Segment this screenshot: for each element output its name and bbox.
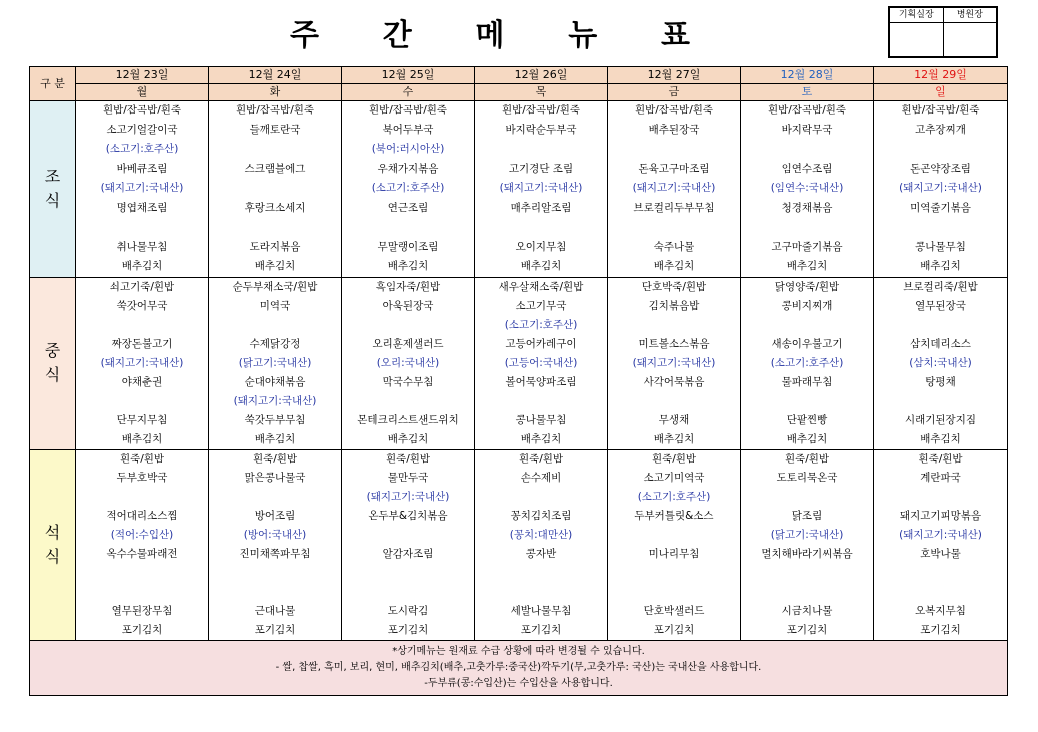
origin-note: (돼지고기:국내산) bbox=[100, 356, 184, 369]
menu-item bbox=[76, 392, 208, 411]
menu-item: 맑은콩나물국 bbox=[244, 471, 306, 484]
menu-item: 브로컬리두부무침 bbox=[633, 201, 715, 214]
title-char: 주 bbox=[290, 18, 319, 53]
menu-item: 고기경단 조림 bbox=[508, 162, 574, 175]
title-char: 표 bbox=[661, 18, 690, 53]
menu-cell bbox=[608, 449, 741, 640]
origin-note: (임연수:국내산) bbox=[770, 182, 844, 194]
origin-note: (소고기:호주산) bbox=[770, 356, 844, 369]
menu-item: 새송이우불고기 bbox=[771, 337, 843, 350]
menu-item: 수제닭강정 bbox=[249, 337, 301, 350]
menu-item: 오복지무침 bbox=[915, 604, 966, 617]
menu-item bbox=[608, 526, 740, 545]
menu-item: 배추김치 bbox=[520, 260, 562, 272]
menu-cell bbox=[342, 101, 475, 278]
origin-note: (꽁치:대만산) bbox=[509, 528, 573, 541]
menu-item: 꽁치김치조림 bbox=[510, 509, 572, 522]
approval-director-sign bbox=[944, 23, 997, 57]
menu-item: 무생채 bbox=[658, 413, 690, 426]
menu-item bbox=[608, 392, 740, 411]
menu-cell bbox=[741, 449, 874, 640]
menu-item: 흰밥/잡곡밥/흰죽 bbox=[235, 104, 315, 116]
menu-item: 배추김치 bbox=[786, 260, 828, 272]
menu-item bbox=[874, 583, 1007, 602]
menu-item: 단무지무침 bbox=[116, 413, 168, 426]
menu-item bbox=[76, 564, 208, 583]
menu-item: 흰밥/잡곡밥/흰죽 bbox=[767, 104, 847, 116]
menu-item: 흰밥/잡곡밥/흰죽 bbox=[368, 104, 448, 116]
date-header: 12월 24일 bbox=[209, 67, 342, 84]
menu-item: 돈곤약장조림 bbox=[910, 162, 971, 175]
menu-item: 흑임자죽/흰밥 bbox=[375, 280, 441, 293]
menu-item bbox=[76, 488, 208, 507]
menu-item: 시래기된장지짐 bbox=[904, 413, 976, 426]
meal-label: 조 식 bbox=[30, 101, 76, 278]
menu-item: 포기김치 bbox=[653, 623, 695, 636]
origin-note: (돼지고기:국내산) bbox=[100, 182, 184, 194]
menu-item bbox=[874, 218, 1007, 238]
approval-planning-sign bbox=[890, 23, 944, 57]
menu-item: 콩나물무침 bbox=[515, 413, 567, 426]
menu-item: 두부호박국 bbox=[116, 471, 168, 484]
menu-item bbox=[874, 488, 1007, 507]
menu-item: 배추김치 bbox=[121, 432, 163, 445]
meal-label: 중 식 bbox=[30, 277, 76, 449]
menu-cell bbox=[475, 277, 608, 449]
menu-item: 바베큐조림 bbox=[116, 162, 168, 175]
notice-line: - 쌀, 찹쌀, 흑미, 보리, 현미, 배추김치(배추,고춧가루:중국산)깍두기(무,고춧가루: 국산)는 국내산을 사용합니다. bbox=[275, 661, 762, 673]
menu-item: 배추김치 bbox=[653, 260, 695, 272]
menu-cell bbox=[741, 101, 874, 278]
menu-item: 사각어묵볶음 bbox=[643, 375, 705, 388]
meal-row-dinner bbox=[30, 449, 1008, 640]
menu-cell bbox=[475, 101, 608, 278]
menu-item: 콩자반 bbox=[525, 547, 557, 560]
menu-item: 야채춘권 bbox=[121, 375, 163, 388]
menu-item: 미트볼소스볶음 bbox=[638, 337, 710, 350]
menu-item bbox=[342, 526, 474, 545]
menu-item bbox=[342, 392, 474, 411]
menu-item: 짜장돈불고기 bbox=[111, 337, 173, 350]
menu-item: 고추장찌개 bbox=[915, 123, 966, 136]
menu-item bbox=[209, 140, 341, 160]
menu-item bbox=[608, 140, 740, 160]
approval-box bbox=[888, 6, 998, 58]
approval-director-label: 병원장 bbox=[956, 10, 983, 20]
menu-item: 연근조림 bbox=[387, 201, 429, 214]
menu-item bbox=[475, 140, 607, 160]
menu-item: 흰죽/흰밥 bbox=[651, 452, 697, 465]
menu-item bbox=[475, 392, 607, 411]
menu-item: 삼치데리소스 bbox=[910, 337, 971, 350]
menu-item: 새우살채소죽/흰밥 bbox=[498, 280, 584, 293]
menu-item: 배추김치 bbox=[920, 432, 961, 445]
menu-item: 돈육고구마조림 bbox=[638, 162, 710, 175]
menu-item: 배추김치 bbox=[121, 260, 163, 272]
menu-cell bbox=[209, 101, 342, 278]
menu-item: 미역국 bbox=[259, 299, 291, 312]
origin-note: (오리:국내산) bbox=[376, 356, 440, 369]
menu-item: 근대나물 bbox=[254, 604, 296, 617]
menu-item bbox=[76, 316, 208, 335]
menu-item: 세발나물무침 bbox=[510, 604, 572, 617]
menu-item: 흰죽/흰밥 bbox=[784, 452, 830, 465]
origin-note: (닭고기:국내산) bbox=[770, 528, 844, 541]
menu-item: 콩비지찌개 bbox=[781, 299, 833, 312]
menu-item: 명엽채조림 bbox=[116, 201, 168, 214]
menu-item bbox=[874, 392, 1007, 411]
menu-item: 몬테크리스트샌드위치 bbox=[357, 413, 459, 426]
menu-item bbox=[209, 179, 341, 199]
menu-item: 미나리무침 bbox=[648, 547, 700, 560]
menu-item bbox=[741, 140, 873, 160]
menu-item bbox=[475, 564, 607, 583]
menu-cell bbox=[475, 449, 608, 640]
origin-note: (방어:국내산) bbox=[243, 528, 307, 541]
menu-item bbox=[608, 218, 740, 238]
title-char: 간 bbox=[382, 18, 412, 53]
title-char: 메 bbox=[475, 18, 505, 53]
menu-item: 포기김치 bbox=[786, 623, 828, 636]
origin-note: (소고기:호주산) bbox=[504, 318, 578, 331]
menu-item bbox=[342, 218, 474, 238]
origin-note: (돼지고기:국내산) bbox=[499, 182, 583, 194]
menu-item: 흰죽/흰밥 bbox=[119, 452, 165, 465]
menu-item: 우채가지볶음 bbox=[377, 162, 439, 175]
menu-item: 막국수무침 bbox=[382, 375, 434, 388]
menu-item: 도라지볶음 bbox=[249, 240, 301, 253]
menu-item: 손수제비 bbox=[520, 471, 562, 484]
menu-item: 소고기미역국 bbox=[643, 471, 705, 484]
menu-item: 적어대리소스찜 bbox=[106, 509, 178, 522]
menu-item: 도시락김 bbox=[387, 604, 429, 617]
menu-item: 브로컬리죽/흰밥 bbox=[903, 280, 978, 293]
weekly-menu-table bbox=[29, 66, 1008, 696]
menu-item: 단팥찐빵 bbox=[786, 413, 828, 426]
menu-item bbox=[741, 488, 873, 507]
menu-item bbox=[209, 488, 341, 507]
menu-item: 단호박샐러드 bbox=[643, 604, 705, 617]
menu-item: 두부커틀릿&소스 bbox=[634, 509, 714, 522]
menu-item: 배추김치 bbox=[387, 432, 429, 445]
date-header: 12월 28일 bbox=[741, 67, 874, 84]
menu-item: 온두부&김치볶음 bbox=[368, 509, 448, 522]
menu-item bbox=[741, 564, 873, 583]
menu-item: 순두부채소국/흰밥 bbox=[232, 280, 318, 293]
menu-item: 단호박죽/흰밥 bbox=[641, 280, 707, 293]
menu-cell bbox=[342, 449, 475, 640]
menu-item: 도토리묵온국 bbox=[776, 471, 838, 484]
menu-item: 배추김치 bbox=[254, 260, 296, 272]
menu-item: 소고기얼갈이국 bbox=[106, 123, 178, 136]
menu-item: 흰죽/흰밥 bbox=[918, 452, 963, 465]
notice-line: -두부류(콩:수입산)는 수입산을 사용합니다. bbox=[424, 677, 613, 689]
menu-item: 호박나물 bbox=[920, 547, 961, 560]
menu-item: 콩나물무침 bbox=[915, 240, 966, 253]
menu-item bbox=[342, 564, 474, 583]
menu-item: 쑥갓어무국 bbox=[116, 299, 168, 312]
menu-item: 바지락순두부국 bbox=[505, 123, 577, 136]
origin-note: (돼지고기:국내산) bbox=[899, 182, 982, 194]
menu-item: 흰죽/흰밥 bbox=[518, 452, 564, 465]
menu-item: 오이지무침 bbox=[515, 240, 567, 253]
menu-item bbox=[76, 218, 208, 238]
weekday-header: 금 bbox=[608, 84, 741, 101]
menu-item: 청경채볶음 bbox=[781, 201, 833, 214]
origin-note: (돼지고기:국내산) bbox=[632, 182, 716, 194]
menu-item: 후랑크소세지 bbox=[244, 201, 306, 214]
origin-note: (돼지고기:국내산) bbox=[632, 356, 716, 369]
menu-cell bbox=[76, 277, 209, 449]
menu-cell bbox=[209, 449, 342, 640]
menu-item: 쑥갓두부무침 bbox=[244, 413, 306, 426]
menu-item: 포기김치 bbox=[387, 623, 429, 636]
menu-item: 바지락무국 bbox=[781, 123, 833, 136]
approval-planning-label: 기획실장 bbox=[890, 8, 944, 22]
menu-item bbox=[475, 583, 607, 602]
date-header: 12월 27일 bbox=[608, 67, 741, 84]
menu-item bbox=[741, 583, 873, 602]
menu-item bbox=[475, 218, 607, 238]
meal-label: 석 식 bbox=[30, 449, 76, 640]
menu-item: 물파래무침 bbox=[781, 375, 833, 388]
origin-note: (닭고기:국내산) bbox=[238, 356, 312, 369]
menu-item bbox=[475, 488, 607, 507]
menu-item: 들깨토란국 bbox=[249, 123, 301, 136]
menu-item: 흰밥/잡곡밥/흰죽 bbox=[501, 104, 581, 116]
menu-item: 쇠고기죽/흰밥 bbox=[109, 280, 175, 293]
menu-item: 북어두부국 bbox=[382, 123, 434, 136]
menu-item: 볼어묵양파조림 bbox=[505, 375, 577, 388]
menu-cell bbox=[76, 101, 209, 278]
menu-item bbox=[209, 583, 341, 602]
menu-item: 순대야채볶음 bbox=[244, 375, 306, 388]
menu-item bbox=[741, 218, 873, 238]
origin-note: (북어:러시아산) bbox=[371, 143, 445, 155]
origin-note: (삼치:국내산) bbox=[909, 356, 972, 369]
menu-cell bbox=[608, 277, 741, 449]
title-char: 뉴 bbox=[568, 18, 598, 53]
menu-item: 알감자조림 bbox=[382, 547, 434, 560]
menu-cell bbox=[874, 101, 1008, 278]
origin-note: (소고기:호주산) bbox=[637, 490, 711, 503]
weekday-header: 화 bbox=[209, 84, 342, 101]
menu-item bbox=[209, 218, 341, 238]
menu-item bbox=[608, 583, 740, 602]
menu-item: 배추김치 bbox=[387, 260, 429, 272]
menu-cell bbox=[76, 449, 209, 640]
menu-item: 매추리알조림 bbox=[510, 201, 572, 214]
menu-item bbox=[874, 564, 1007, 583]
notice-box bbox=[30, 640, 1008, 695]
date-header: 12월 23일 bbox=[76, 67, 209, 84]
menu-cell bbox=[741, 277, 874, 449]
menu-item: 소고기무국 bbox=[515, 299, 567, 312]
menu-item bbox=[209, 316, 341, 335]
menu-item: 배추김치 bbox=[520, 432, 562, 445]
menu-item bbox=[741, 392, 873, 411]
weekday-header: 토 bbox=[741, 84, 874, 101]
menu-item: 방어조림 bbox=[254, 509, 296, 522]
menu-item: 시금치나물 bbox=[781, 604, 833, 617]
menu-cell bbox=[874, 277, 1008, 449]
date-header: 12월 25일 bbox=[342, 67, 475, 84]
origin-note: (돼지고기:국내산) bbox=[233, 394, 317, 407]
menu-item: 흰죽/흰밥 bbox=[385, 452, 431, 465]
menu-cell bbox=[342, 277, 475, 449]
menu-item: 배추김치 bbox=[653, 432, 695, 445]
menu-item: 열무된장무침 bbox=[111, 604, 173, 617]
menu-item: 취나물무침 bbox=[116, 240, 168, 253]
menu-item: 계란파국 bbox=[920, 471, 961, 484]
origin-note: (돼지고기:국내산) bbox=[366, 490, 450, 503]
menu-item: 흰죽/흰밥 bbox=[252, 452, 298, 465]
menu-item: 아욱된장국 bbox=[382, 299, 434, 312]
menu-item: 임연수조림 bbox=[781, 162, 833, 175]
menu-item bbox=[608, 564, 740, 583]
menu-item bbox=[874, 140, 1007, 160]
menu-item: 포기김치 bbox=[920, 623, 961, 636]
menu-item bbox=[608, 316, 740, 335]
menu-item: 돼지고기피망볶음 bbox=[899, 509, 982, 522]
menu-item: 탕평채 bbox=[925, 375, 956, 388]
menu-item: 닭조림 bbox=[791, 509, 823, 522]
menu-item: 진미채쪽파무침 bbox=[239, 547, 311, 560]
origin-note: (돼지고기:국내산) bbox=[899, 528, 982, 541]
menu-item: 포기김치 bbox=[520, 623, 562, 636]
origin-note: (적어:수입산) bbox=[110, 528, 174, 541]
origin-note: (고등어:국내산) bbox=[504, 356, 578, 369]
weekday-header: 목 bbox=[475, 84, 608, 101]
menu-item: 숙주나물 bbox=[653, 240, 695, 253]
menu-item: 닭영양죽/흰밥 bbox=[774, 280, 840, 293]
menu-cell bbox=[608, 101, 741, 278]
menu-item bbox=[209, 564, 341, 583]
menu-item: 오리훈제샐러드 bbox=[372, 337, 444, 350]
notice-line: *상기메뉴는 원재료 수급 상황에 따라 변경될 수 있습니다. bbox=[392, 645, 645, 657]
menu-cell bbox=[209, 277, 342, 449]
menu-item: 열무된장국 bbox=[915, 299, 966, 312]
date-header: 12월 29일 bbox=[874, 67, 1008, 84]
origin-note: (소고기:호주산) bbox=[371, 182, 445, 194]
menu-item: 포기김치 bbox=[121, 623, 163, 636]
category-header: 구 분 bbox=[30, 67, 76, 101]
menu-item bbox=[741, 316, 873, 335]
menu-item: 물만두국 bbox=[387, 471, 429, 484]
menu-item: 고구마줄기볶음 bbox=[771, 240, 843, 253]
menu-item: 옥수수물파래전 bbox=[106, 547, 178, 560]
menu-item bbox=[342, 316, 474, 335]
menu-item: 흰밥/잡곡밥/흰죽 bbox=[901, 104, 980, 116]
menu-item: 김치볶음밥 bbox=[648, 299, 700, 312]
weekday-header: 월 bbox=[76, 84, 209, 101]
menu-item: 스크램블에그 bbox=[244, 162, 306, 175]
menu-item bbox=[342, 583, 474, 602]
menu-item: 멸치해바라기씨볶음 bbox=[761, 547, 853, 560]
menu-item bbox=[874, 316, 1007, 335]
menu-item: 포기김치 bbox=[254, 623, 296, 636]
menu-item: 흰밥/잡곡밥/흰죽 bbox=[634, 104, 714, 116]
menu-item: 무말랭이조림 bbox=[377, 240, 439, 253]
meal-row-breakfast bbox=[30, 101, 1008, 278]
menu-item: 배추김치 bbox=[254, 432, 296, 445]
origin-note: (소고기:호주산) bbox=[105, 143, 179, 155]
menu-item: 배추된장국 bbox=[648, 123, 700, 136]
menu-item: 배추김치 bbox=[786, 432, 828, 445]
menu-cell bbox=[874, 449, 1008, 640]
menu-item: 미역줄기볶음 bbox=[910, 201, 971, 214]
date-header: 12월 26일 bbox=[475, 67, 608, 84]
weekday-header: 수 bbox=[342, 84, 475, 101]
menu-item: 고등어카레구이 bbox=[505, 337, 577, 350]
page-title bbox=[290, 10, 690, 54]
meal-row-lunch bbox=[30, 277, 1008, 449]
weekday-header: 일 bbox=[874, 84, 1008, 101]
menu-item bbox=[76, 583, 208, 602]
menu-item: 흰밥/잡곡밥/흰죽 bbox=[102, 104, 182, 116]
menu-item: 배추김치 bbox=[920, 260, 961, 272]
